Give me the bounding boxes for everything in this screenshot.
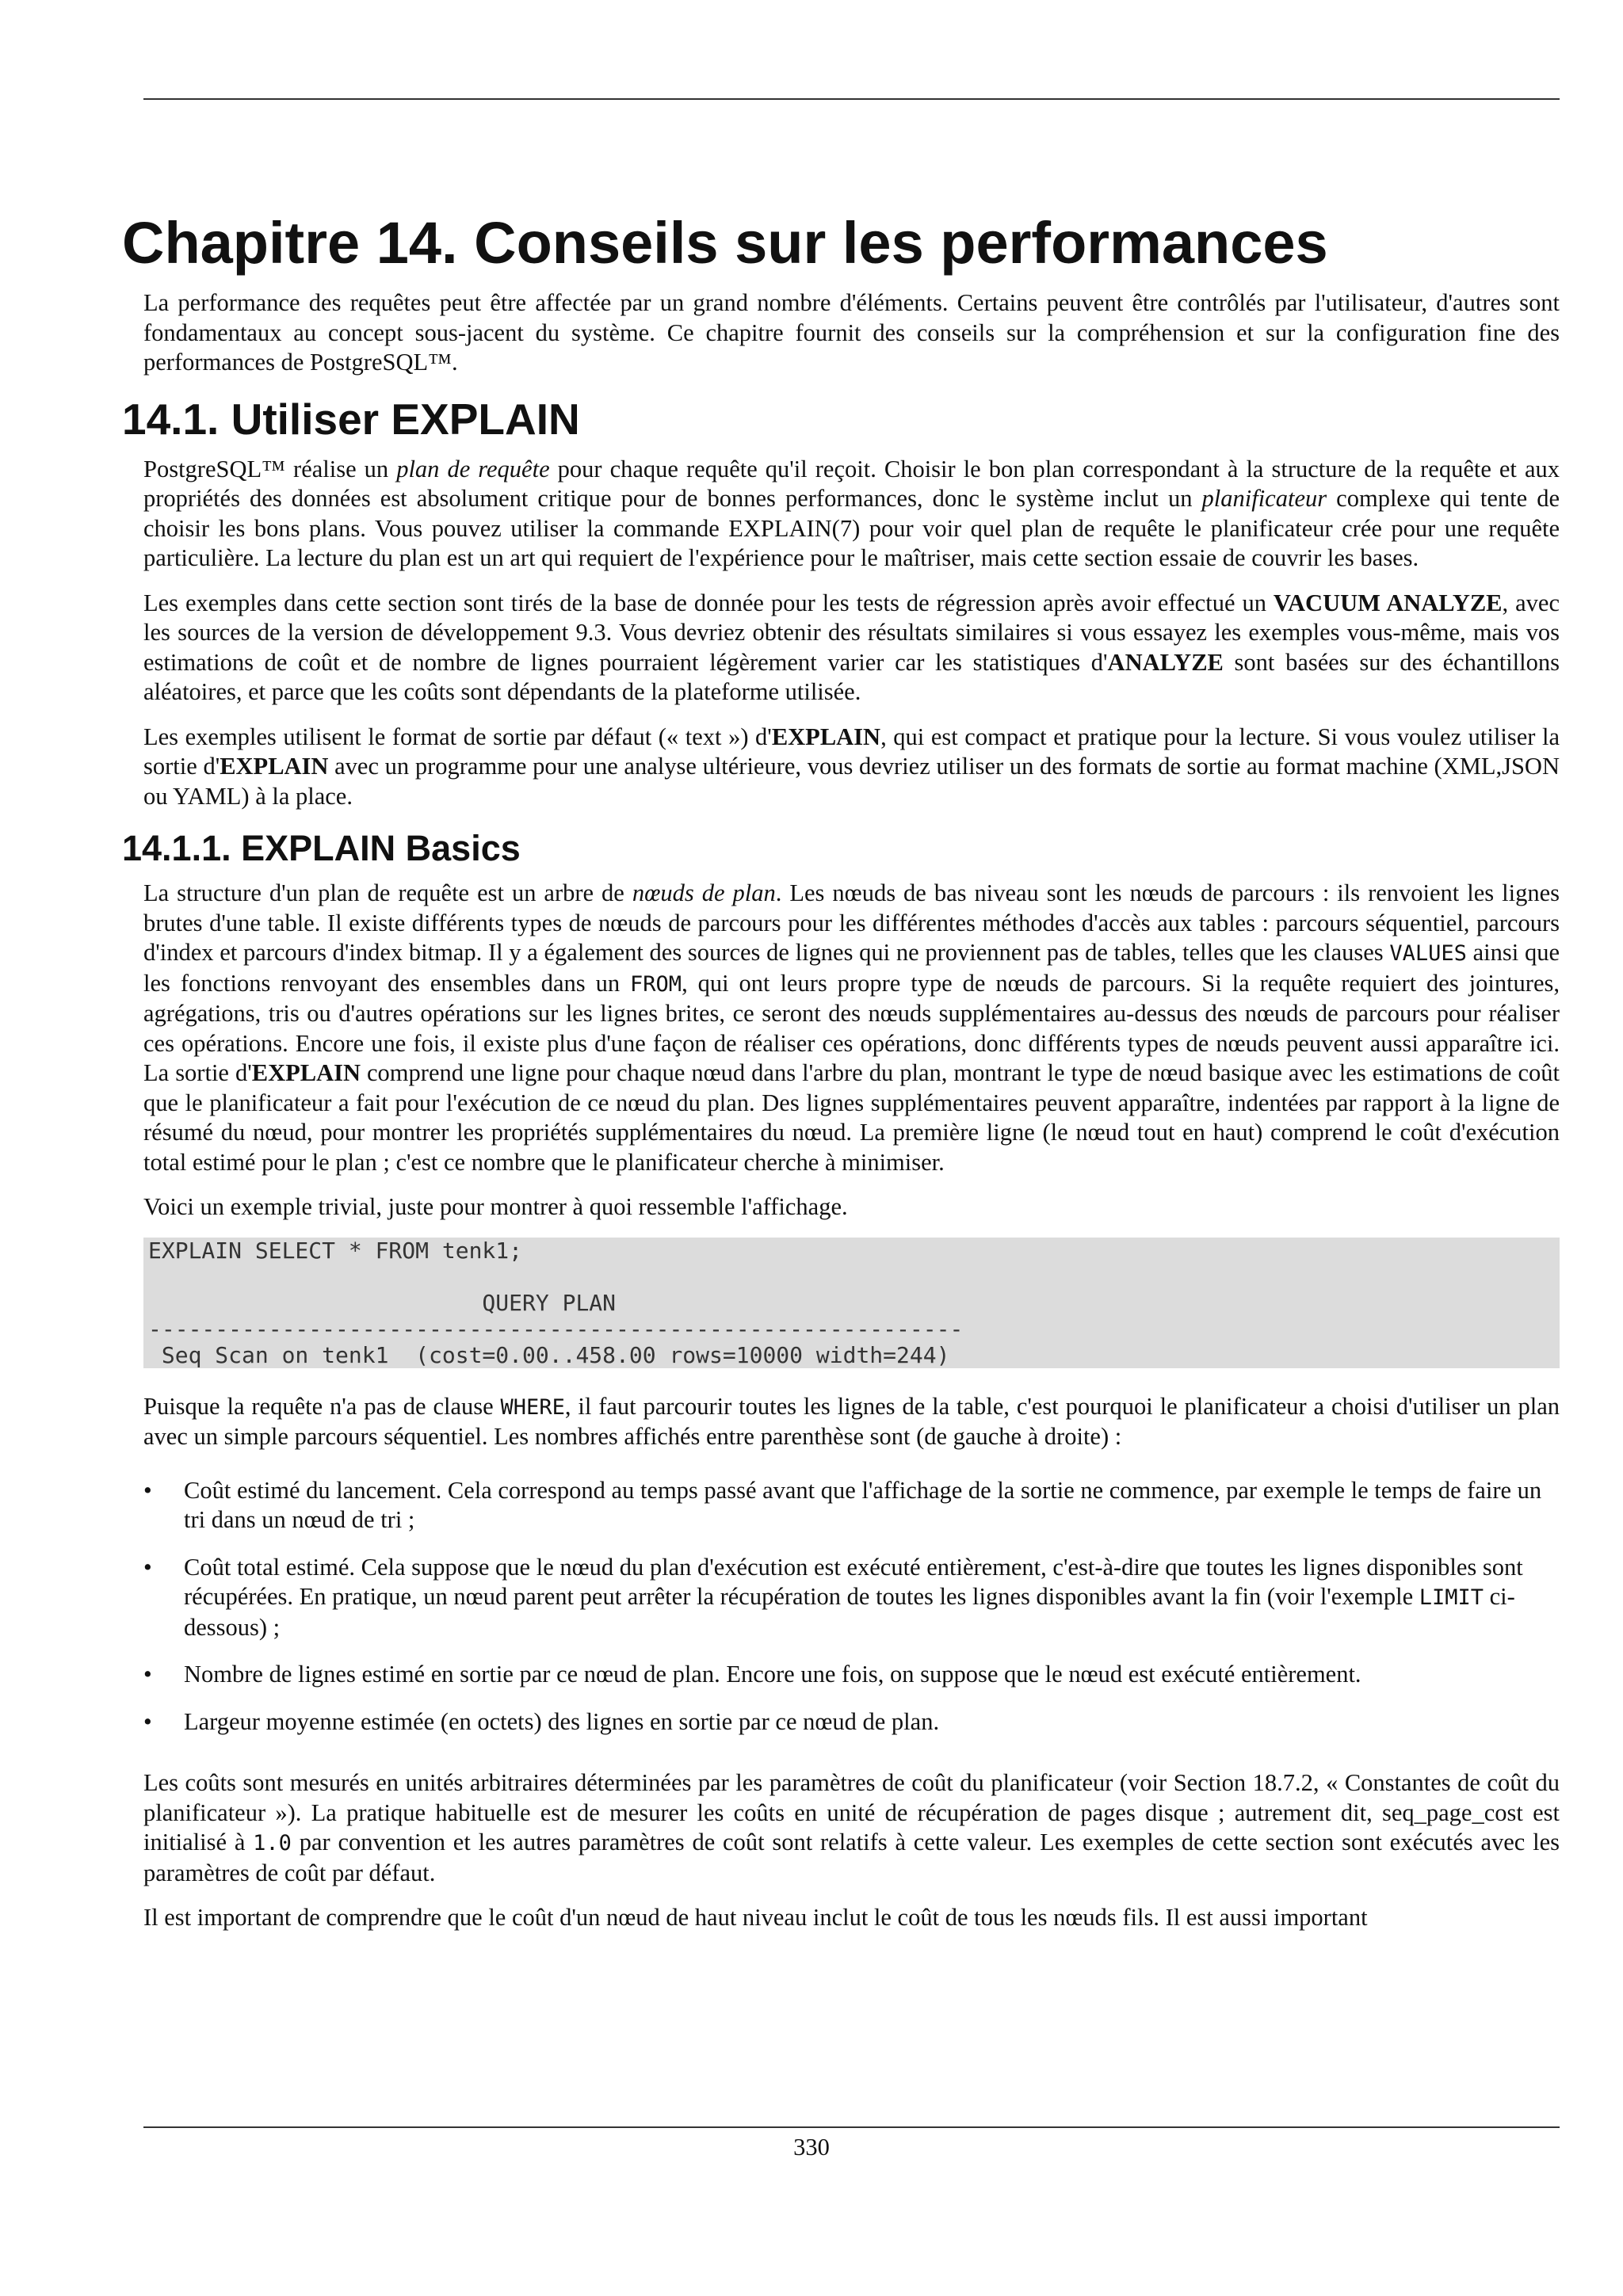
page-number: 330 (793, 2134, 830, 2161)
section-paragraph-2: Les exemples dans cette section sont tirés de la base de donnée pour les tests de régression après avoir effectué un VACUUM ANALYZE, avec les sources de la version de développement 9.3. Vous devriez obtenir des résultats similaires si vous essayez les exemples vous-même, mais vos estimations de coût et de nombre de lignes pourraient légèrement varier car les statistiques d'ANALYZE sont basées sur des échantillons aléatoires, et parce que les coûts sont dépendants de la plateforme utilisée. (143, 589, 1560, 705)
code-line: Seq Scan on tenk1 (cost=0.00..458.00 rows=10000 width=244) (148, 1341, 950, 1368)
footer-rule (143, 2126, 1560, 2128)
code-line: EXPLAIN SELECT * FROM tenk1; (148, 1237, 523, 1264)
subsection-paragraph-5: Il est important de comprendre que le coût d'un nœud de haut niveau inclut le coût de tous les nœuds fils. Il est aussi important (143, 1904, 1368, 1931)
subsection-paragraph-4: Les coûts sont mesurés en unités arbitraires déterminées par les paramètres de coût du planificateur (voir Section 18.7.2, « Constantes de coût du planificateur »). La pratique habituelle est de mesurer les coûts en unité de récupération de pages disque ; autrement dit, seq_page_cost est initialisé à 1.0 par convention et les autres paramètres de coût sont relatifs à cette valeur. Les exemples de cette section sont exécutés avec les paramètres de coût par défaut. (143, 1769, 1560, 1886)
list-item: • Largeur moyenne estimée (en octets) des lignes en sortie par ce nœud de plan. (143, 1707, 1560, 1737)
bullet-icon: • (143, 1707, 152, 1735)
list-item: • Nombre de lignes estimé en sortie par ce nœud de plan. Encore une fois, on suppose que le nœud est exécuté entièrement. (143, 1660, 1560, 1690)
header-rule (143, 98, 1560, 100)
cost-list (143, 1476, 1560, 1737)
subsection-paragraph-2: Voici un exemple trivial, juste pour montrer à quoi ressemble l'affichage. (143, 1193, 848, 1220)
section-paragraph-3: Les exemples utilisent le format de sortie par défaut (« text ») d'EXPLAIN, qui est compact et pratique pour la lecture. Si vous voulez utiliser la sortie d'EXPLAIN avec un programme pour une analyse ultérieure, vous devriez utiliser un des formats de sortie au format machine (XML,JSON ou YAML) à la place. (143, 723, 1560, 810)
bullet-icon: • (143, 1661, 152, 1688)
bullet-icon: • (143, 1553, 152, 1581)
section-title: 14.1. Utiliser EXPLAIN (122, 394, 580, 444)
page-content (122, 208, 1560, 1948)
chapter-title: Chapitre 14. Conseils sur les performances (122, 210, 1328, 276)
section-paragraph-1: PostgreSQL™ réalise un plan de requête pour chaque requête qu'il reçoit. Choisir le bon plan correspondant à la structure de la requête et aux propriétés des données est absolument critique pour de bonnes performances, donc le système inclut un planificateur complexe qui tente de choisir les bons plans. Vous pouvez utiliser la commande EXPLAIN(7) pour voir quel plan de requête le planificateur crée pour une requête particulière. La lecture du plan est un art qui requiert de l'expérience pour le maîtriser, mais cette section essaie de couvrir les bases. (143, 455, 1560, 571)
list-item: • Coût estimé du lancement. Cela correspond au temps passé avant que l'affichage de la sortie ne commence, par exemple le temps de faire un tri dans un nœud de tri ; (143, 1476, 1542, 1533)
subsection-paragraph-3: Puisque la requête n'a pas de clause WHERE, il faut parcourir toutes les lignes de la table, c'est pourquoi le planificateur a choisi d'utiliser un plan avec un simple parcours séquentiel. Les nombres affichés entre parenthèse sont (de gauche à droite) : (143, 1392, 1560, 1450)
bullet-icon: • (143, 1476, 152, 1504)
chapter-intro: La performance des requêtes peut être affectée par un grand nombre d'éléments. Certains peuvent être contrôlés par l'utilisateur, d'autres sont fondamentaux au concept sous-jacent du système. Ce chapitre fournit des conseils sur la compréhension et sur la configuration fine des performances de PostgreSQL™. (143, 289, 1560, 376)
code-line: ------------------------------------------------------------- (148, 1315, 964, 1342)
code-block (143, 1238, 1560, 1368)
code-line (148, 1264, 1560, 1290)
subsection-paragraph-1: La structure d'un plan de requête est un arbre de nœuds de plan. Les nœuds de bas niveau sont les nœuds de parcours : ils renvoient les lignes brutes d'une table. Il existe différents types de nœuds de parcours pour les différentes méthodes d'accès aux tables : parcours séquentiel, parcours d'index et parcours d'index bitmap. Il y a également des sources de lignes qui ne proviennent pas de tables, telles que les clauses VALUES ainsi que les fonctions renvoyant des ensembles dans un FROM, qui ont leurs propre type de nœuds de parcours. Si la requête requiert des jointures, agrégations, tris ou d'autres opérations sur les lignes brites, ce seront des nœuds supplémentaires au-dessus des nœuds de parcours pour réaliser ces opérations. Encore une fois, il existe plus d'une façon de réaliser ces opérations, donc différents types de nœuds peuvent aussi apparaître ici. La sortie d'EXPLAIN comprend une ligne pour chaque nœud dans l'arbre du plan, montrant le type de nœud basique avec les estimations de coût que le planificateur a fait pour l'exécution de ce nœud du plan. Des lignes supplémentaires peuvent apparaître, indentées par rapport à la ligne de résumé du nœud, pour montrer les propriétés supplémentaires du nœud. La première ligne (le nœud tout en haut) comprend le coût d'exécution total estimé pour le plan ; c'est ce nombre que le planificateur cherche à minimiser. (143, 879, 1560, 1176)
code-line: QUERY PLAN (148, 1289, 617, 1316)
subsection-title: 14.1.1. EXPLAIN Basics (122, 828, 521, 868)
list-item: • Coût total estimé. Cela suppose que le nœud du plan d'exécution est exécuté entièrement, c'est-à-dire que toutes les lignes disponibles sont récupérées. En pratique, un nœud parent peut arrêter la récupération de toutes les lignes disponibles avant la fin (voir l'exemple LIMIT ci-dessous) ; (143, 1553, 1523, 1641)
